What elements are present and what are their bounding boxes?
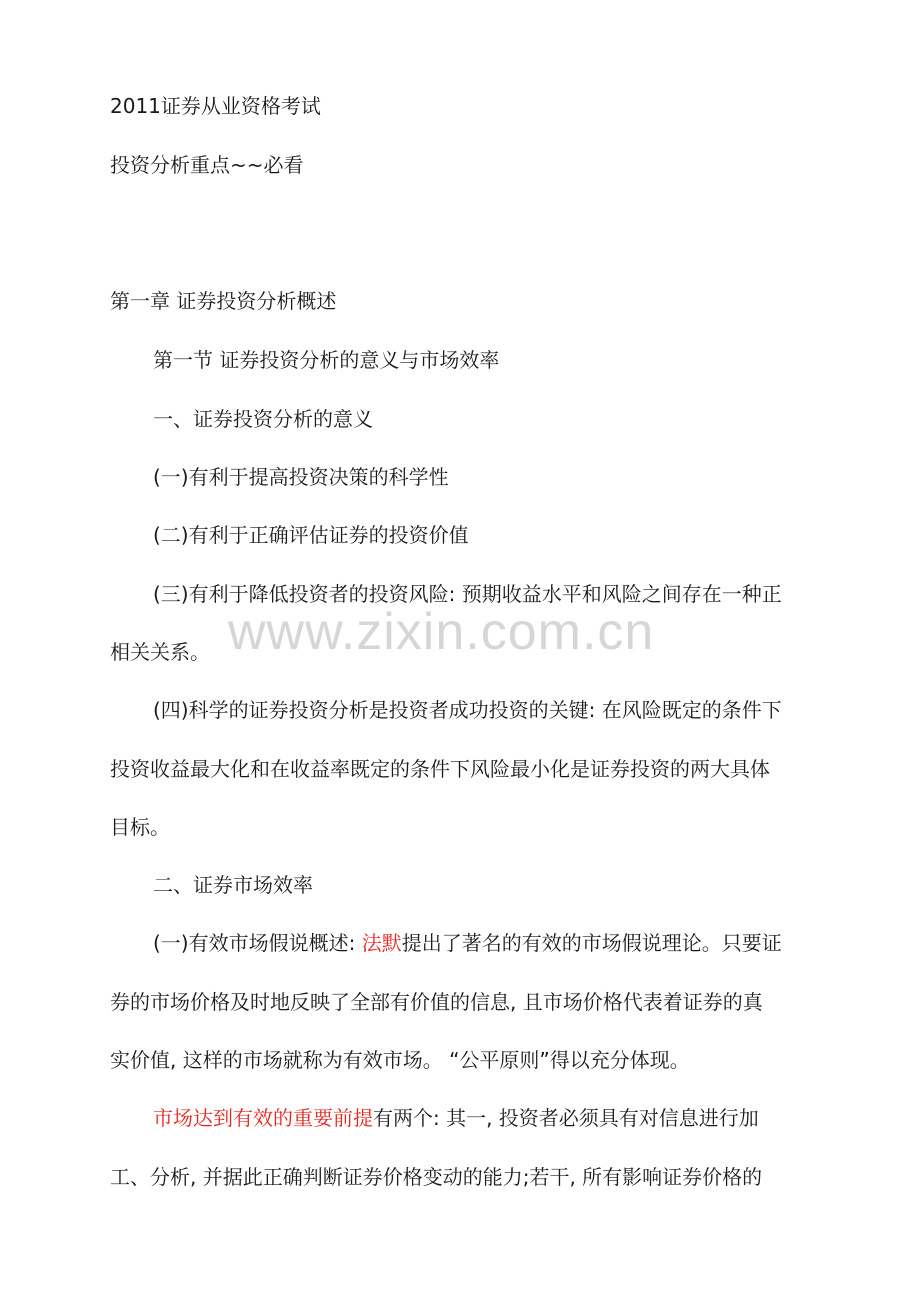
paragraph-line	[153, 1104, 759, 1132]
paragraph-line: (三)有利于降低投资者的投资风险: 预期收益水平和风险之间存在一种正	[153, 582, 782, 606]
paragraph-line: 投资收益最大化和在收益率既定的条件下风险最小化是证券投资的两大具体	[110, 757, 770, 781]
chapter-heading: 第一章 证券投资分析概述	[110, 289, 337, 313]
paragraph-line: 券的市场价格及时地反映了全部有价值的信息, 且市场价格代表着证券的真	[110, 990, 763, 1014]
document-subtitle: 投资分析重点~~必看	[110, 153, 304, 177]
text-run: 提出了著名的有效的市场假说理论。只要证	[401, 931, 782, 955]
paragraph-line	[153, 929, 782, 957]
paragraph-line: (四)科学的证券投资分析是投资者成功投资的关键: 在风险既定的条件下	[153, 698, 782, 722]
paragraph-line: 实价值, 这样的市场就称为有效市场。 “公平原则”得以充分体现。	[110, 1048, 690, 1072]
section-heading: 第一节 证券投资分析的意义与市场效率	[153, 348, 500, 372]
paragraph-line: 相关关系。	[110, 640, 210, 664]
paragraph-line: 目标。	[110, 815, 170, 839]
highlighted-phrase: 市场达到有效的重要前提	[153, 1106, 373, 1130]
subheading-1: 一、证券投资分析的意义	[153, 407, 373, 431]
highlighted-name: 法默	[361, 931, 402, 955]
subheading-2: 二、证券市场效率	[153, 873, 313, 897]
document-title: 2011证券从业资格考试	[110, 94, 321, 118]
text-run: 有两个: 其一, 投资者必须具有对信息进行加	[373, 1106, 759, 1130]
list-item: (二)有利于正确评估证券的投资价值	[153, 523, 469, 547]
list-item: (一)有利于提高投资决策的科学性	[153, 465, 449, 489]
text-run: (一)有效市场假说概述:	[153, 931, 362, 955]
watermark: www.zixin.com.cn	[228, 603, 655, 661]
paragraph-line: 工、分析, 并据此正确判断证券价格变动的能力;若干, 所有影响证券价格的	[110, 1165, 763, 1189]
